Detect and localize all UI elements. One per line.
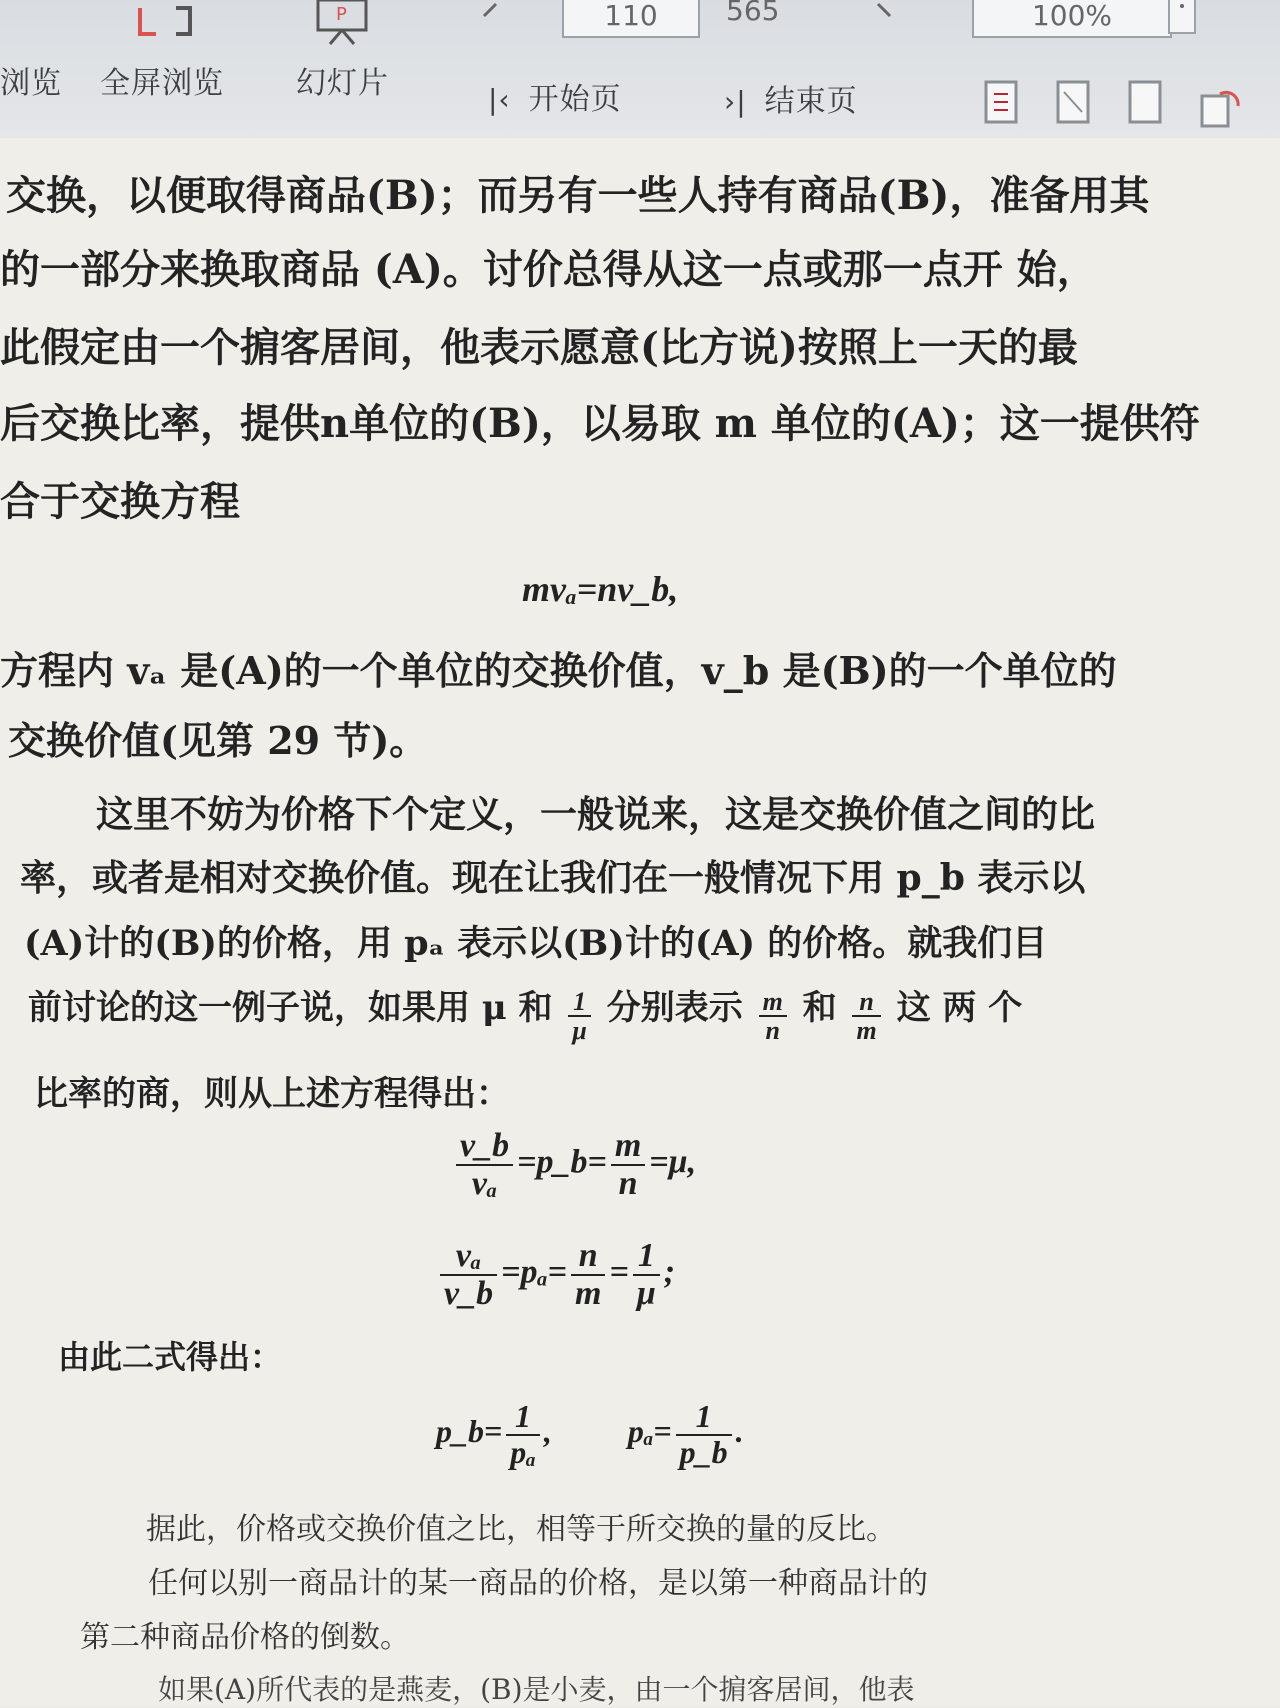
inline-fraction-one-over-mu <box>568 988 590 1045</box>
fraction-denominator: v_b <box>444 1274 494 1312</box>
text-line-15: 任何以别一商品计的某一商品的价格，是以第一种商品计的 <box>148 1566 928 1601</box>
text-line-9: 率，或者是相对交换价值。现在让我们在一般情况下用 p_b 表示以 <box>20 857 1086 899</box>
fraction-numerator: 1 <box>515 1398 532 1434</box>
fraction-denominator: n <box>765 1016 780 1045</box>
equation-pa-lhs: pₐ= <box>627 1412 672 1449</box>
equation-pa <box>436 1238 675 1311</box>
equation-end: ; <box>663 1253 676 1291</box>
equation-middle: =p_b= <box>517 1143 607 1181</box>
fraction-denominator: n <box>618 1164 638 1202</box>
inline-fraction-m-over-n <box>759 988 787 1045</box>
first-page-icon: |‹ <box>488 83 511 116</box>
fraction-denominator: μ <box>572 1016 587 1045</box>
current-page-value: 110 <box>604 0 658 32</box>
document-page <box>0 138 1280 1706</box>
current-page-field[interactable] <box>562 0 700 38</box>
zoom-value: 100% <box>1031 0 1113 32</box>
text-line-17: 如果(A)所代表的是燕麦，(B)是小麦，由一个掮客居间，他表 <box>158 1673 915 1706</box>
facing-page-icon[interactable] <box>1126 80 1166 126</box>
equation-end: . <box>735 1412 744 1449</box>
browse-button[interactable] <box>0 58 62 102</box>
exchange-equation: mvₐ=nv_b, <box>522 569 679 609</box>
equation-pb-lhs: p_b= <box>436 1412 503 1449</box>
text-line-3: 此假定由一个掮客居间，他表示愿意(比方说)按照上一天的最 <box>0 324 1078 371</box>
rotate-page-icon[interactable] <box>1198 86 1244 132</box>
text-line-5: 合于交换方程 <box>0 478 240 525</box>
last-page-label: 结束页 <box>764 84 858 119</box>
slideshow-button[interactable] <box>296 58 389 102</box>
fraction-numerator: 1 <box>637 1237 655 1274</box>
text-line-11-part4: 这 两 个 <box>896 988 1023 1028</box>
fraction-denominator: pₐ <box>510 1433 536 1470</box>
toolbar <box>0 0 1280 139</box>
fraction-numerator: n <box>859 986 874 1016</box>
equation-middle: =pₐ= <box>501 1253 568 1291</box>
slideshow-label: 幻灯片 <box>296 66 389 101</box>
fraction-numerator: v_b <box>460 1127 510 1164</box>
equation-reciprocal <box>436 1400 744 1469</box>
fraction-one-over-pa <box>506 1400 540 1469</box>
equation-separator: , <box>543 1412 552 1449</box>
text-line-11-part3: 和 <box>802 988 837 1028</box>
zoom-dropdown-icon[interactable] <box>1168 0 1198 36</box>
equation-equals: = <box>609 1253 629 1291</box>
fraction-numerator: n <box>578 1237 598 1274</box>
fraction-denominator: m <box>575 1274 602 1312</box>
text-line-11 <box>28 980 1022 1044</box>
first-page-label: 开始页 <box>528 82 622 117</box>
continuous-page-icon[interactable] <box>1054 80 1094 126</box>
text-line-14: 据此，价格或交换价值之比，相等于所交换的量的反比。 <box>146 1512 896 1547</box>
text-line-11-part1: 前讨论的这一例子说，如果用 μ 和 <box>28 988 553 1028</box>
next-page-icon[interactable] <box>866 0 906 30</box>
zoom-field[interactable] <box>972 0 1172 38</box>
total-pages <box>726 0 779 27</box>
fraction-numerator: m <box>614 1127 642 1164</box>
fraction-denominator: p_b <box>679 1433 728 1470</box>
text-line-7: 交换价值(见第 29 节)。 <box>8 718 428 763</box>
text-line-2: 的一部分来换取商品 (A)。讨价总得从这一点或那一点开 始， <box>0 246 1097 293</box>
single-page-icon[interactable] <box>982 80 1022 126</box>
total-pages-value: 565 <box>726 0 780 27</box>
fraction-one-over-pb <box>676 1400 732 1469</box>
prev-page-icon[interactable] <box>470 0 510 30</box>
first-page-button[interactable] <box>488 74 622 118</box>
fullscreen-label: 全屏浏览 <box>100 66 224 101</box>
fraction-denominator: μ <box>636 1274 656 1312</box>
fraction-numerator: 1 <box>573 986 587 1016</box>
fraction-numerator: m <box>762 986 783 1016</box>
fraction-denominator: m <box>856 1016 877 1045</box>
fraction-denominator: vₐ <box>471 1164 498 1202</box>
last-page-icon: ›| <box>724 85 747 118</box>
browse-label: 浏览 <box>0 66 62 101</box>
fraction-numerator: vₐ <box>455 1237 482 1274</box>
slideshow-icon <box>308 0 378 46</box>
fullscreen-icon <box>130 4 200 44</box>
fullscreen-button[interactable] <box>100 58 224 102</box>
text-line-1: 交换，以便取得商品(B)；而另有一些人持有商品(B)，准备用其 <box>6 172 1150 219</box>
fraction-n-over-m <box>571 1238 605 1311</box>
text-line-8: 这里不妨为价格下个定义，一般说来，这是交换价值之间的比 <box>96 792 1095 836</box>
text-line-4: 后交换比率，提供n单位的(B)，以易取 m 单位的(A)；这一提供符 <box>0 400 1200 447</box>
text-line-13: 由此二式得出： <box>58 1338 283 1376</box>
fraction-numerator: 1 <box>695 1398 712 1434</box>
fraction-va-over-vb <box>440 1238 497 1311</box>
fraction-m-over-n <box>611 1128 645 1201</box>
text-line-12: 比率的商，则从上述方程得出： <box>34 1074 510 1114</box>
text-line-10: (A)计的(B)的价格，用 pₐ 表示以(B)计的(A) 的价格。就我们目 <box>24 923 1048 964</box>
equation-end: =μ, <box>649 1143 697 1181</box>
text-line-6: 方程内 vₐ 是(A)的一个单位的交换价值，v_b 是(B)的一个单位的 <box>0 648 1117 693</box>
svg-text:P: P <box>336 4 347 25</box>
fraction-vb-over-va <box>456 1128 513 1201</box>
equation-pb <box>452 1128 696 1201</box>
text-line-16: 第二种商品价格的倒数。 <box>80 1620 410 1655</box>
inline-fraction-n-over-m <box>852 988 880 1045</box>
fraction-one-over-mu <box>633 1238 660 1311</box>
last-page-button[interactable] <box>724 76 858 120</box>
text-line-11-part2: 分别表示 <box>606 988 743 1028</box>
